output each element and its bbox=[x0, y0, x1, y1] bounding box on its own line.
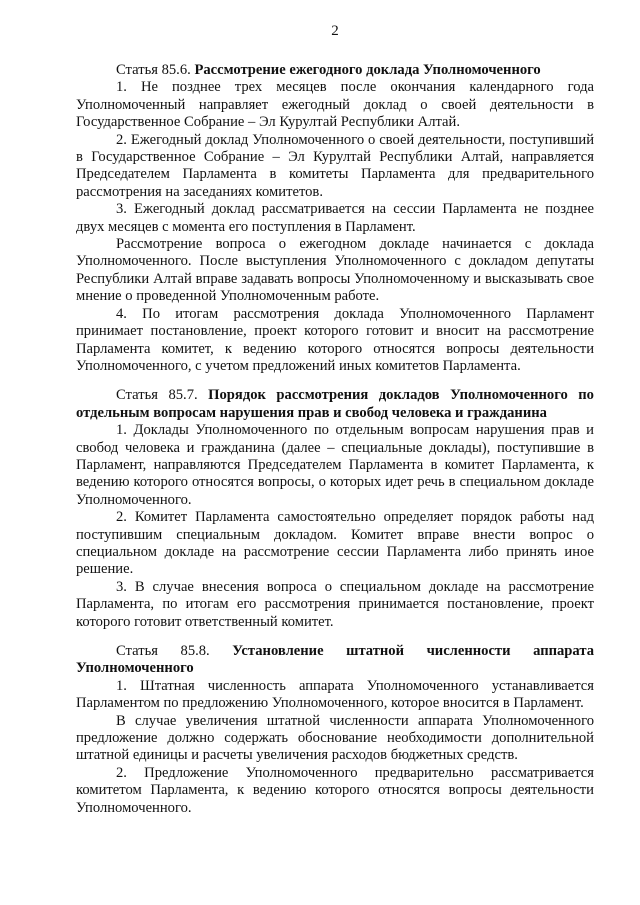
section-gap bbox=[76, 631, 594, 643]
article-number: Статья 85.7. bbox=[116, 387, 198, 404]
article-85-7 bbox=[76, 387, 594, 631]
article-heading bbox=[76, 643, 594, 678]
section-gap bbox=[76, 375, 594, 387]
page-number: 2 bbox=[331, 23, 339, 39]
paragraph: 1. Штатная численность аппарата Уполномоченного устанавливается Парламентом по предложению Уполномоченного, которое вносится в Парламент. bbox=[76, 677, 594, 712]
paragraph: 3. Ежегодный доклад рассматривается на сессии Парламента не позднее двух месяцев с момента его поступления в Парламент. bbox=[76, 201, 594, 235]
paragraph: В случае увеличения штатной численности аппарата Уполномоченного предложение должно содержать обоснование необходимости дополнительной штатной единицы и расчеты увеличения расходов бюджетных средств. bbox=[76, 712, 594, 764]
paragraph: Рассмотрение вопроса о ежегодном докладе начинается с доклада Уполномоченного. После выступления Уполномоченного с докладом депутаты Республики Алтай вправе задавать вопросы Уполномоченному и высказывать свое мнение о проведенной Уполномоченным работе. bbox=[76, 236, 594, 305]
article-number: Статья 85.6. bbox=[116, 62, 191, 78]
article-heading bbox=[76, 62, 594, 79]
article-85-6 bbox=[76, 62, 594, 375]
paragraph: 3. В случае внесения вопроса о специальном докладе на рассмотрение Парламента, по итогам его рассмотрения принимается постановление, проект которого готовит ответственный комитет. bbox=[76, 578, 594, 630]
article-title: Порядок рассмотрения докладов Уполномоченного по отдельным вопросам нарушения прав и свобод человека и гражданина bbox=[76, 387, 594, 421]
paragraph: 4. По итогам рассмотрения доклада Уполномоченного Парламент принимает постановление, проект которого готовит и вносит на рассмотрение Парламента комитет, к ведению которого относятся вопросы деятельности Уполномоченного, с учетом предложений иных комитетов Парламента. bbox=[76, 305, 594, 374]
article-title: Установление штатной численности аппарата Уполномоченного bbox=[76, 643, 594, 677]
paragraph: 1. Доклады Уполномоченного по отдельным вопросам нарушения прав и свобод человека и гражданина (далее – специальные доклады), поступившие в Парламент, направляются Председателем Парламента в комитет Парламента, к ведению которого относятся вопросы, о которых идет речь в специальном докладе Уполномоченного. bbox=[76, 422, 594, 508]
paragraph: 2. Ежегодный доклад Уполномоченного о своей деятельности, поступивший в Государственное Собрание – Эл Курултай Республики Алтай, направляется Председателем Парламента в комитеты Парламента для предварительного рассмотрения на заседаниях комитетов. bbox=[76, 131, 594, 200]
article-heading bbox=[76, 387, 594, 422]
article-title: Рассмотрение ежегодного доклада Уполномоченного bbox=[194, 62, 541, 78]
article-85-8 bbox=[76, 643, 594, 817]
paragraph: 2. Комитет Парламента самостоятельно определяет порядок работы над поступившим специальным докладом. Комитет вправе внести вопрос о специальном докладе на рассмотрение сессии Парламента либо принять иное решение. bbox=[76, 509, 594, 578]
paragraph: 2. Предложение Уполномоченного предварительно рассматривается комитетом Парламента, к ведению которого относятся вопросы деятельности Уполномоченного. bbox=[76, 764, 594, 816]
article-number: Статья 85.8. bbox=[116, 643, 210, 659]
paragraph: 1. Не позднее трех месяцев после окончания календарного года Уполномоченный направляет ежегодный доклад о своей деятельности в Государственное Собрание – Эл Курултай Республики Алтай. bbox=[76, 79, 594, 131]
